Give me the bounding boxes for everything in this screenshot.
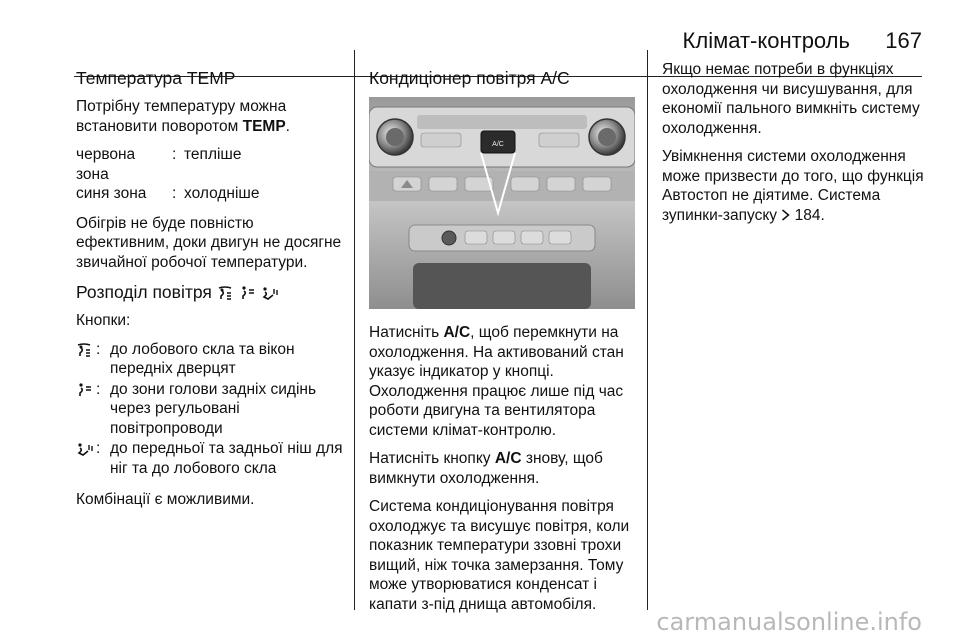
ac-button-label: A/C: [492, 141, 504, 148]
button-desc: до передньої та задньої ніш для ніг та до лобового скла: [110, 440, 343, 477]
economy-paragraph: Якщо немає потреби в функціях охолодження чи висушування, для економії пального вимкніть систему охолодження.: [662, 61, 920, 137]
head-level-airflow-icon: [76, 382, 93, 398]
zone-list: [76, 145, 344, 204]
windscreen-airflow-icon: [217, 285, 234, 301]
button-desc: до лобового скла та вікон передніх дверцят: [110, 340, 295, 377]
zone-term: синя зона: [76, 185, 147, 202]
foot-level-airflow-icon: [261, 285, 278, 301]
button-list: [76, 340, 344, 479]
ac-on-paragraph: Натисніть A/C, щоб перемкнути на охолодження. На активований стан указує індикатор у кнопці. Охолодження працює лише під час роботи двигуна та вентилятора системи клімат-контролю.: [369, 324, 624, 439]
air-distribution-heading: Розподіл повітря: [76, 281, 344, 303]
warmup-paragraph: Обігрів не буде повністю ефективним, доки двигун не досягне звичайної робочої температури.: [76, 214, 342, 271]
head-level-airflow-icon: [239, 285, 256, 301]
autostop-paragraph: Увімкнення системи охолодження може призвести до того, що функція Автостоп не діятиме. Система зупинки-запуску 184.: [662, 148, 924, 224]
zone-sep: :: [172, 185, 177, 202]
column-2: [369, 60, 635, 623]
zone-sep: :: [172, 146, 177, 163]
windscreen-airflow-icon: [76, 342, 93, 358]
foot-level-airflow-icon: [76, 441, 93, 457]
button-sep: :: [96, 440, 101, 457]
ac-heading: Кондиціонер повітря A/C: [369, 68, 570, 88]
column-3: [662, 60, 928, 234]
button-desc: до зони голови задніх сидінь через регульовані повітропроводи: [110, 380, 317, 437]
buttons-label: Кнопки:: [76, 312, 131, 329]
zone-desc: холодніше: [184, 185, 260, 202]
column-1: [76, 60, 344, 519]
ac-off-paragraph: Натисніть кнопку A/C знову, щоб вимкнути охолодження.: [369, 450, 603, 487]
header-title: Клімат-контроль: [682, 28, 850, 53]
page-reference[interactable]: 184: [794, 206, 821, 224]
temperature-paragraph: Потрібну температуру можна встановити поворотом TEMP.: [76, 98, 290, 135]
watermark: carmanualsonline.info: [656, 608, 922, 636]
page-reference-arrow-icon: [781, 209, 790, 221]
column-divider-2: [647, 50, 648, 610]
page-header: [0, 28, 960, 58]
temperature-heading: Температура TEMP: [76, 68, 236, 88]
climate-panel-photo: [369, 97, 635, 309]
ac-system-paragraph: Система кондиціонування повітря охолоджує та висушує повітря, коли показник температури ззовні трохи вищий, ніж точка замерзання. Тому може утворюватися конденсат і капати з-під днища автомобіля.: [369, 498, 630, 613]
button-sep: :: [96, 380, 101, 398]
page-number: 167: [885, 28, 922, 53]
button-sep: :: [96, 340, 101, 358]
zone-desc: тепліше: [184, 146, 242, 163]
column-divider-1: [354, 50, 355, 610]
zone-term: червона зона: [76, 146, 136, 183]
combinations-paragraph: Комбінації є можливими.: [76, 491, 255, 508]
